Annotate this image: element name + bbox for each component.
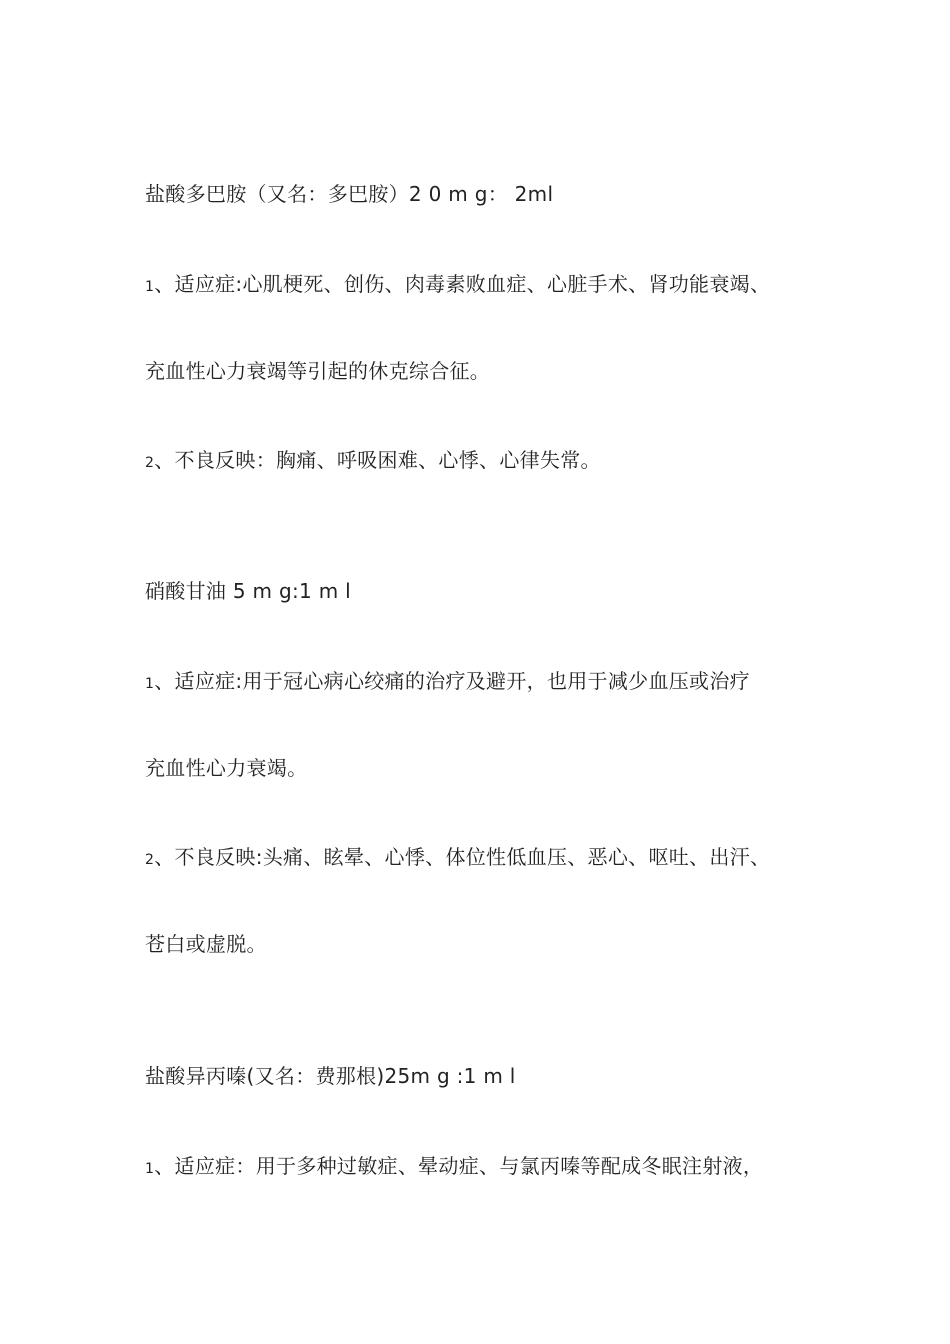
drug-heading-nitroglycerin: 硝酸甘油 5 m g:1 m l <box>145 579 351 603</box>
list-item-indications <box>145 668 750 697</box>
item-number: 2 <box>145 852 155 868</box>
item-number: 2 <box>145 455 155 471</box>
drug-heading-promethazine: 盐酸异丙嗪(又名：费那根)25m g :1 m l <box>145 1064 516 1088</box>
list-item-adverse-reactions <box>145 447 601 476</box>
list-item-adverse-reactions <box>145 844 770 873</box>
item-number: 1 <box>145 676 155 692</box>
item-text: 、适应症:用于冠心病心绞痛的治疗及避开，也用于减少血压或治疗 <box>154 669 750 693</box>
list-item-indications <box>145 1153 763 1182</box>
item-number: 1 <box>145 1161 155 1177</box>
item-number: 1 <box>145 279 155 295</box>
item-text: 、不良反映：胸痛、呼吸困难、心悸、心律失常。 <box>154 448 601 472</box>
item-text: 、适应症:心肌梗死、创伤、肉毒素败血症、心脏手术、肾功能衰竭、 <box>154 272 771 296</box>
drug-heading-dopamine: 盐酸多巴胺（又名：多巴胺）2 0 m g： 2ml <box>145 182 554 206</box>
item-text-continued: 苍白或虚脱。 <box>145 932 267 956</box>
item-text-continued: 充血性心力衰竭。 <box>145 756 308 780</box>
list-item-indications <box>145 271 770 300</box>
item-text: 、适应症：用于多种过敏症、晕动症、与氯丙嗪等配成冬眠注射液， <box>154 1154 764 1178</box>
item-text-continued: 充血性心力衰竭等引起的休克综合征。 <box>145 359 491 383</box>
item-text: 、不良反映:头痛、眩晕、心悸、体位性低血压、恶心、呕吐、出汗、 <box>154 845 771 869</box>
